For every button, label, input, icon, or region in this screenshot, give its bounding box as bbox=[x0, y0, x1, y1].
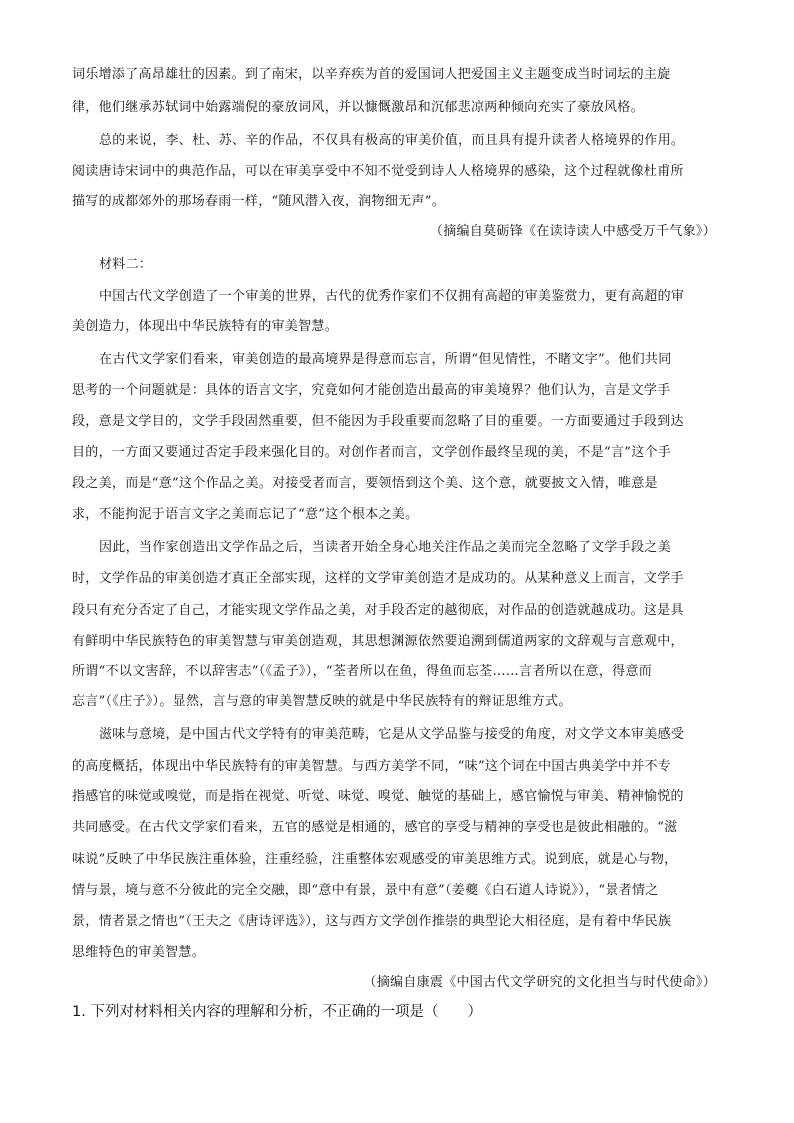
paragraph-line: 描写的成都郊外的那场春雨一样，“随风潜入夜，润物细无声”。 bbox=[72, 194, 445, 209]
paragraph-line: 思考的一个问题就是：具体的语言文字，究竟如何才能创造出最高的审美境界？他们认为，言是文学手 bbox=[72, 383, 671, 398]
paragraph-line: 时，文学作品的审美创造才真正全部实现，这样的文学审美创造才是成功的。从某种意义上而言，文学手 bbox=[72, 571, 684, 586]
paragraph-line: 词乐增添了高昂雄壮的因素。到了南宋，以辛弃疾为首的爱国词人把爱国主义主题变成当时词坛的主旋 bbox=[72, 67, 671, 82]
paragraph-line: 阅读唐诗宋词中的典范作品，可以在审美享受中不知不觉受到诗人人格境界的感染，这个过程就像杜甫所 bbox=[72, 164, 684, 179]
paragraph-line: 目的，一方面又要通过否定手段来强化目的。对创作者而言，文学创作最终呈现的美，不是“言”这个手 bbox=[72, 445, 672, 460]
question-prompt: 1. 下列对材料相关内容的理解和分析，不正确的一项是（ ） bbox=[72, 1004, 482, 1020]
paragraph-line: 的高度概括，体现出中华民族特有的审美智慧。与西方美学不同，“味”这个词在中国古典美学中并不专 bbox=[72, 759, 672, 774]
paragraph-line: 美创造力，体现出中华民族特有的审美智慧。 bbox=[72, 319, 339, 334]
section-heading: 材料二： bbox=[99, 257, 153, 272]
paragraph-line: 共同感受。在古代文学家们看来，五官的感觉是相通的，感官的享受与精神的享受也是彼此相融的。“滋 bbox=[72, 820, 678, 835]
paragraph-line: 滋味与意境，是中国古代文学特有的审美范畴，它是从文学品鉴与接受的角度，对文学文本审美感受 bbox=[99, 727, 685, 742]
paragraph-line: 因此，当作家创造出文学作品之后，当读者开始全身心地关注作品之美而完全忽略了文学手段之美 bbox=[99, 540, 671, 555]
paragraph-line: 味说”反映了中华民族注重体验，注重经验，注重整体宏观感受的审美思维方式。说到底，就是心与物， bbox=[72, 852, 678, 867]
paragraph-line: 在古代文学家们看来，审美创造的最高境界是得意而忘言，所谓“但见情性，不睹文字”。他们共同 bbox=[99, 352, 672, 367]
paragraph-line: 中国古代文学创造了一个审美的世界，古代的优秀作家们不仅拥有高超的审美鉴赏力，更有高超的审 bbox=[99, 289, 685, 304]
paragraph-line: 指感官的味觉或嗅觉，而是指在视觉、听觉、味觉、嗅觉、触觉的基础上，感官愉悦与审美、精神愉悦的 bbox=[72, 789, 684, 804]
paragraph-line: 所谓“不以文害辞，不以辞害志”（《孟子》），“荃者所以在鱼，得鱼而忘荃……言者所以在意，得意而 bbox=[72, 664, 653, 679]
paragraph-line: 律，他们继承苏轼词中始露端倪的豪放词风，并以慷慨激昂和沉郁悲凉两种倾向充实了豪放风格。 bbox=[72, 100, 644, 115]
paragraph-line: 忘言”（《庄子》）。显然，言与意的审美智慧反映的就是中华民族特有的辩证思维方式。 bbox=[72, 694, 572, 709]
source-citation: （摘编自莫砺锋《在读诗读人中感受万千气象》） bbox=[429, 224, 716, 239]
paragraph-line: 段之美，而是“意”这个作品之美。对接受者而言，要领悟到这个美、这个意，就要披文入情，唯意是 bbox=[72, 476, 658, 491]
paragraph-line: 总的来说，李、杜、苏、辛的作品，不仅具有极高的审美价值，而且具有提升读者人格境界的作用。 bbox=[99, 133, 685, 148]
paragraph-line: 有鲜明中华民族特色的审美智慧与审美创造观，其思想渊源依然要追溯到儒道两家的文辞观与言意观中， bbox=[72, 634, 684, 649]
paragraph-line: 段只有充分否定了自己，才能实现文学作品之美，对手段否定的越彻底，对作品的创造就越成功。这是具 bbox=[72, 603, 684, 618]
paragraph-line: 思维特色的审美智慧。 bbox=[72, 945, 206, 960]
paragraph-line: 求，不能拘泥于语言文字之美而忘记了“意”这个根本之美。 bbox=[72, 507, 419, 522]
paragraph-line: 段，意是文学目的，文学手段固然重要，但不能因为手段重要而忽略了目的重要。一方面要通过手段到达 bbox=[72, 414, 684, 429]
paragraph-line: 情与景，境与意不分彼此的完全交融，即“意中有景，景中有意”（姜夔《白石道人诗说》），“景者情之 bbox=[72, 883, 659, 898]
paragraph-line: 景，情者景之情也”（王夫之《唐诗评选》），这与西方文学创作推崇的典型论大相径庭，是有着中华民族 bbox=[72, 914, 672, 929]
source-citation: （摘编自康震《中国古代文学研究的文化担当与时代使命》） bbox=[363, 975, 716, 990]
